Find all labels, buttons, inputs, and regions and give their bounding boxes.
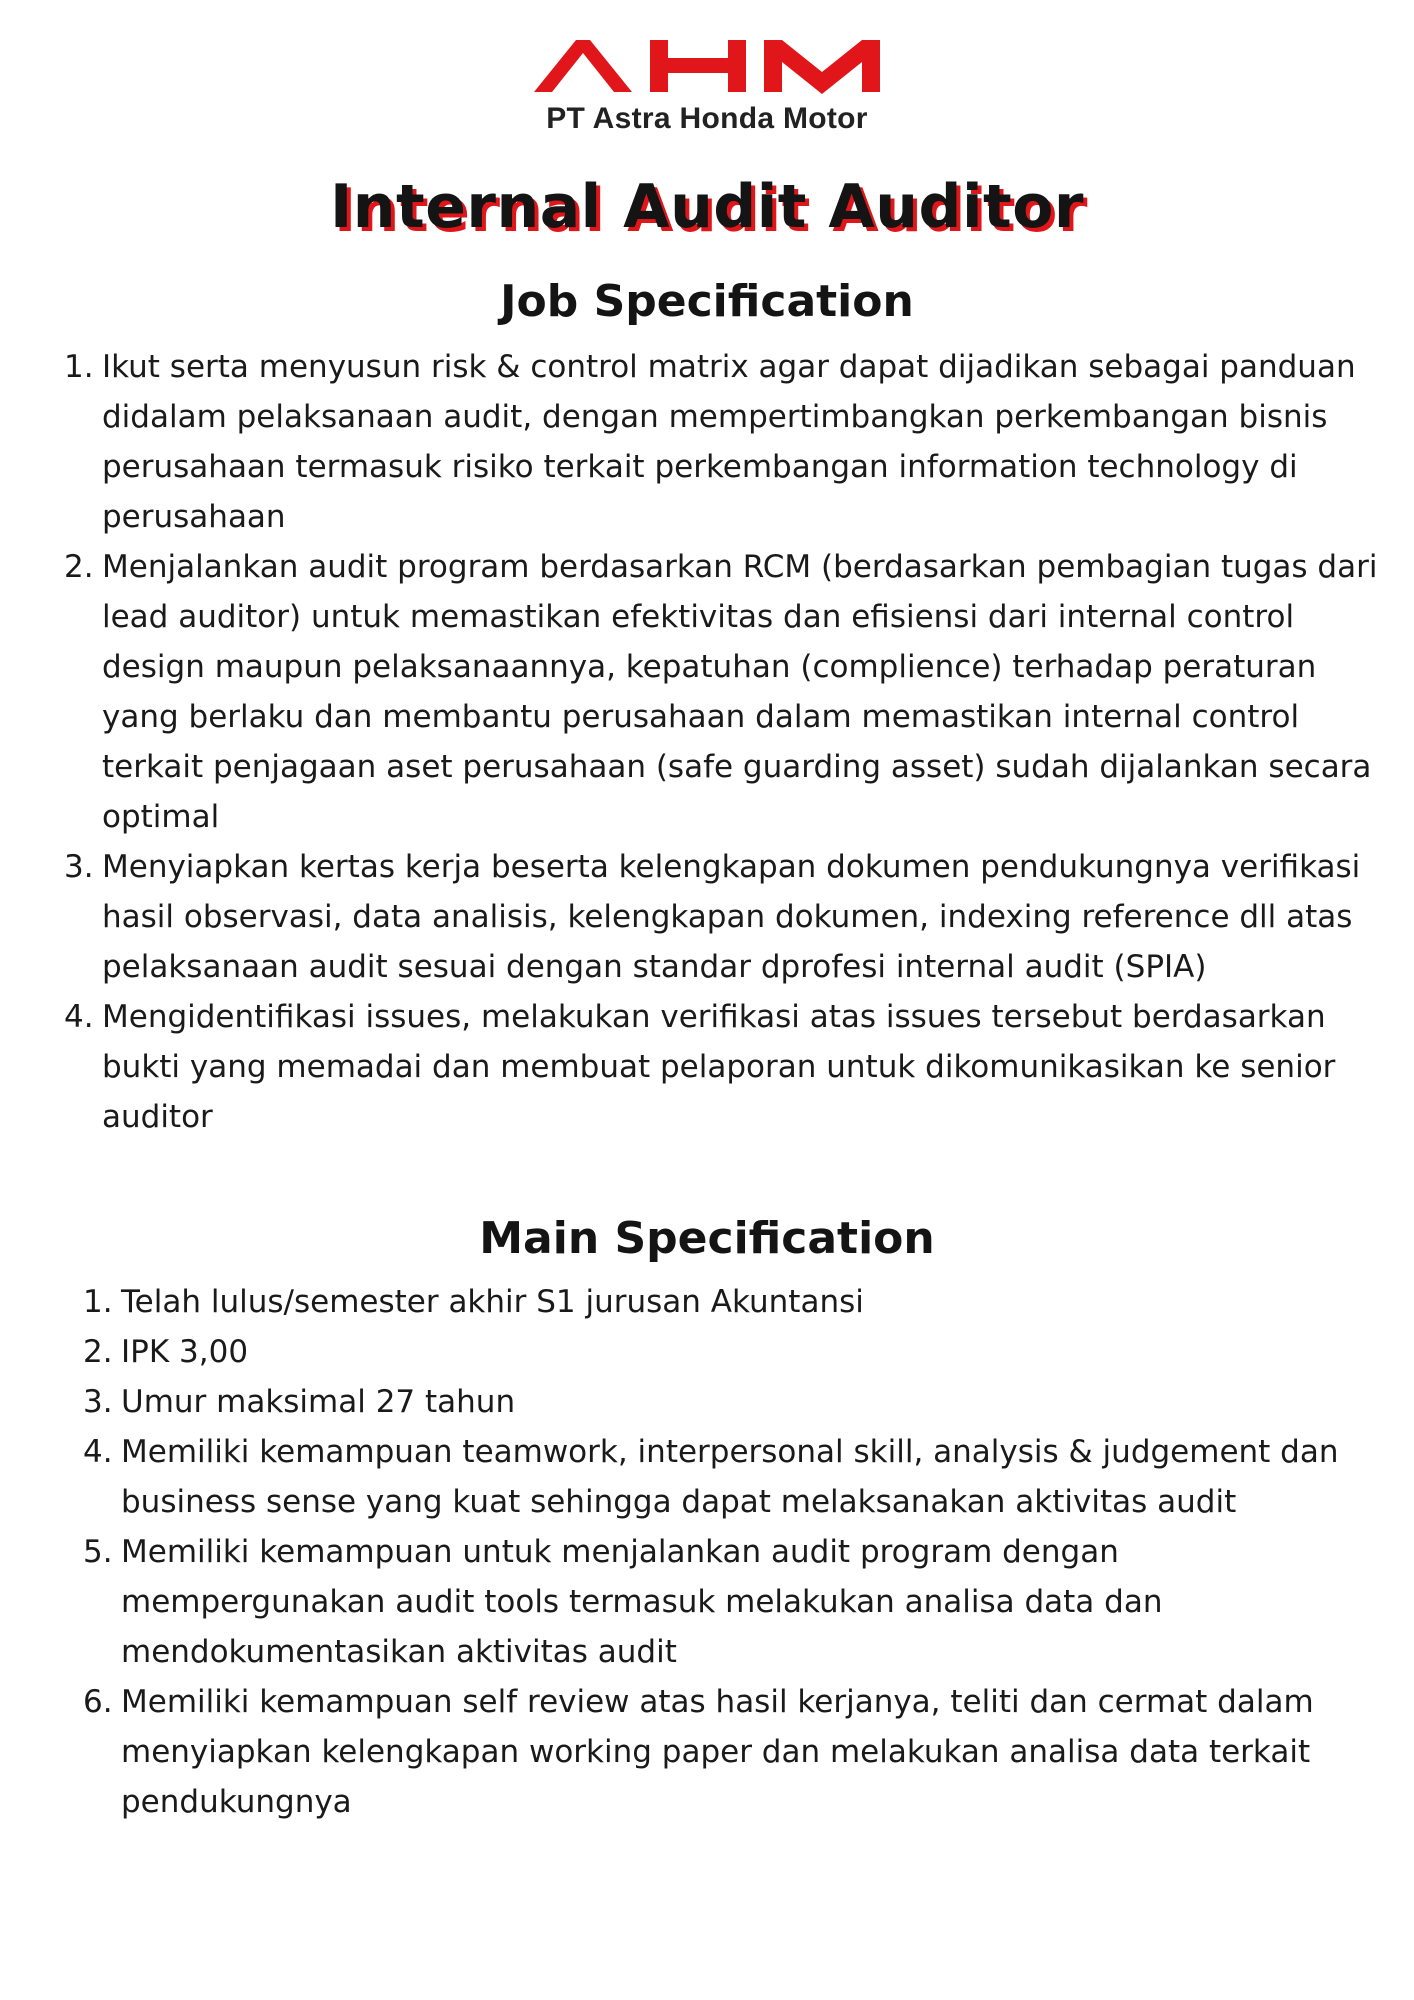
list-item-text: Ikut serta menyusun risk & control matrix agar dapat dijadikan sebagai panduan didalam pelaksanaan audit, dengan mempertimbangkan perkembangan bisnis perusahaan termasuk risiko terkait perkembangan information technology di perusahaan — [102, 349, 1356, 535]
list-item-text: Mengidentifikasi issues, melakukan verifikasi atas issues tersebut berdasarkan bukti yang memadai dan membuat pelaporan untuk dikomunikasikan ke senior auditor — [102, 999, 1336, 1135]
list-item — [64, 542, 1387, 842]
main-specification-heading: Main Specification — [479, 1213, 935, 1264]
company-logo — [0, 38, 1414, 136]
list-number: 4. — [83, 1434, 113, 1470]
list-number: 3. — [64, 849, 94, 885]
list-item — [83, 1527, 1391, 1677]
list-item-text: IPK 3,00 — [121, 1334, 249, 1370]
list-item — [83, 1677, 1391, 1827]
list-item-text: Menjalankan audit program berdasarkan RCM (berdasarkan pembagian tugas dari lead auditor) untuk memastikan efektivitas dan efisiensi dari internal control design maupun pelaksanaannya, kepatuhan (complience) terhadap peraturan yang berlaku dan membantu perusahaan dalam memastikan internal control terkait penjagaan aset perusahaan (safe guarding asset) sudah dijalankan secara optimal — [102, 549, 1378, 835]
job-specification-list — [64, 342, 1387, 1142]
list-item-text: Menyiapkan kertas kerja beserta kelengkapan dokumen pendukungnya verifikasi hasil observasi, data analisis, kelengkapan dokumen, indexing reference dll atas pelaksanaan audit sesuai dengan standar dprofesi internal audit (SPIA) — [102, 849, 1361, 985]
list-item — [64, 992, 1387, 1142]
ahm-logo-icon — [532, 38, 882, 94]
list-number: 1. — [83, 1284, 113, 1320]
job-title: Internal Audit Auditor — [329, 172, 1085, 242]
list-item — [83, 1277, 1391, 1327]
list-item — [64, 842, 1387, 992]
list-item-text: Umur maksimal 27 tahun — [121, 1384, 516, 1420]
list-item-text: Memiliki kemampuan self review atas hasil kerjanya, teliti dan cermat dalam menyiapkan kelengkapan working paper dan melakukan analisa data terkait pendukungnya — [121, 1684, 1314, 1820]
list-number: 2. — [83, 1334, 113, 1370]
list-item — [83, 1377, 1391, 1427]
list-item — [83, 1327, 1391, 1377]
list-number: 6. — [83, 1684, 113, 1720]
list-number: 4. — [64, 999, 94, 1035]
list-item-text: Memiliki kemampuan teamwork, interpersonal skill, analysis & judgement dan business sense yang kuat sehingga dapat melaksanakan aktivitas audit — [121, 1434, 1339, 1520]
list-number: 1. — [64, 349, 94, 385]
list-number: 2. — [64, 549, 94, 585]
list-item-text: Memiliki kemampuan untuk menjalankan audit program dengan mempergunakan audit tools termasuk melakukan analisa data dan mendokumentasikan aktivitas audit — [121, 1534, 1163, 1670]
list-number: 5. — [83, 1534, 113, 1570]
list-item — [83, 1427, 1391, 1527]
job-specification-heading: Job Specification — [500, 276, 914, 327]
list-number: 3. — [83, 1384, 113, 1420]
list-item — [64, 342, 1387, 542]
list-item-text: Telah lulus/semester akhir S1 jurusan Akuntansi — [121, 1284, 864, 1320]
company-name: PT Astra Honda Motor — [546, 102, 868, 135]
main-specification-list — [83, 1277, 1391, 1827]
